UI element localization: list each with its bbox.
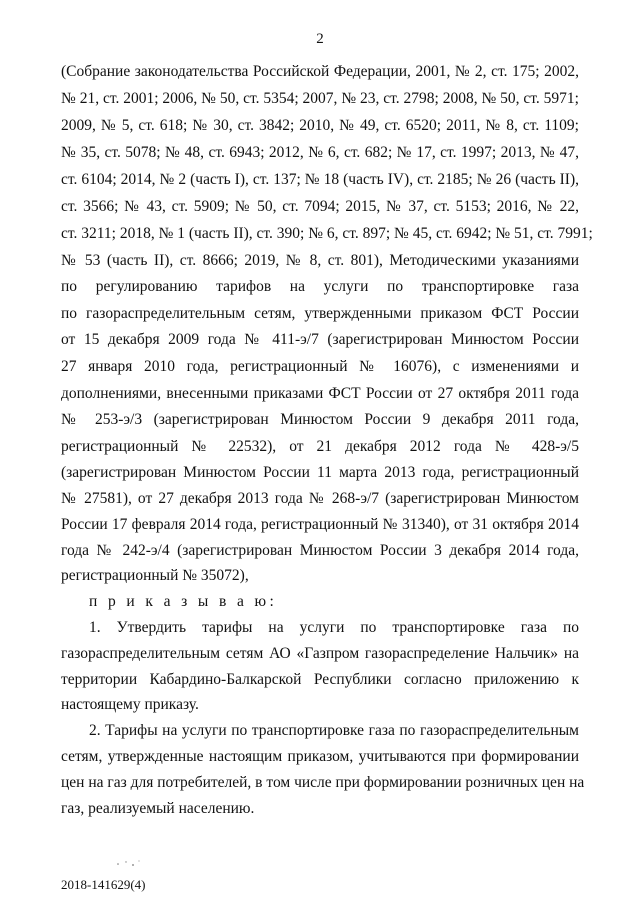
text-line: 2009, № 5, ст. 618; № 30, ст. 3842; 2010, № 49, ст. 6520; 2011, № 8, ст. 1109; bbox=[61, 117, 579, 134]
text-line: регистрационный № 22532), от 21 декабря 2012 года № 428-э/5 bbox=[61, 438, 579, 455]
text-line: (зарегистрирован Минюстом России 11 марта 2013 года, регистрационный bbox=[61, 464, 579, 481]
order-word: п р и к а з ы в а ю: bbox=[89, 593, 278, 610]
scan-specks bbox=[115, 858, 145, 868]
text-line: от 15 декабря 2009 года № 411-э/7 (зарегистрирован Минюстом России bbox=[61, 331, 579, 348]
text-line: по регулированию тарифов на услуги по транспортировке газа bbox=[61, 278, 579, 295]
text-line: № 21, ст. 2001; 2006, № 50, ст. 5354; 2007, № 23, ст. 2798; 2008, № 50, ст. 5971; bbox=[61, 90, 579, 107]
document-code: 2018-141629(4) bbox=[61, 877, 146, 892]
text-line: дополнениями, внесенными приказами ФСТ России от 27 октября 2011 года bbox=[61, 385, 579, 402]
text-line: настоящему приказу. bbox=[61, 696, 199, 713]
text-line: года № 242-э/4 (зарегистрирован Минюстом России 3 декабря 2014 года, bbox=[61, 542, 579, 559]
text-line: № 253-э/3 (зарегистрирован Минюстом России 9 декабря 2011 года, bbox=[61, 411, 579, 428]
text-line: по газораспределительным сетям, утвержденными приказом ФСТ России bbox=[61, 305, 579, 322]
text-line: цен на газ для потребителей, в том числе при формировании розничных цен на bbox=[61, 774, 585, 791]
text-line: (Собрание законодательства Российской Федерации, 2001, № 2, ст. 175; 2002, bbox=[61, 63, 579, 80]
text-line: регистрационный № 35072), bbox=[61, 567, 249, 584]
page-number: 2 bbox=[316, 31, 324, 47]
text-line: территории Кабардино-Балкарской Республики согласно приложению к bbox=[61, 671, 579, 688]
text-line: ст. 6104; 2014, № 2 (часть I), ст. 137; № 18 (часть IV), ст. 2185; № 26 (часть II), bbox=[61, 171, 579, 188]
text-line: России 17 февраля 2014 года, регистрационный № 31340), от 31 октября 2014 bbox=[61, 516, 579, 533]
text-line: газораспределительным сетям АО «Газпром газораспределение Нальчик» на bbox=[61, 645, 579, 662]
text-line: газ, реализуемый населению. bbox=[61, 800, 255, 817]
text-line: ст. 3566; № 43, ст. 5909; № 50, ст. 7094; 2015, № 37, ст. 5153; 2016, № 22, bbox=[61, 198, 579, 215]
text-line: 27 января 2010 года, регистрационный № 16076), с изменениями и bbox=[61, 358, 579, 375]
text-line: сетям, утвержденные настоящим приказом, учитываются при формировании bbox=[61, 748, 579, 765]
paragraph-2-first-line: 2. Тарифы на услуги по транспортировке газа по газораспределительным bbox=[89, 722, 579, 739]
text-line: ст. 3211; 2018, № 1 (часть II), ст. 390; № 6, ст. 897; № 45, ст. 6942; № 51, ст. 7991; bbox=[61, 225, 593, 242]
text-line: № 35, ст. 5078; № 48, ст. 6943; 2012, № 6, ст. 682; № 17, ст. 1997; 2013, № 47, bbox=[61, 144, 579, 161]
text-line: № 27581), от 27 декабря 2013 года № 268-э/7 (зарегистрирован Минюстом bbox=[61, 490, 579, 507]
text-line: № 53 (часть II), ст. 8666; 2019, № 8, ст. 801), Методическими указаниями bbox=[61, 252, 579, 269]
paragraph-1-first-line: 1. Утвердить тарифы на услуги по транспортировке газа по bbox=[89, 619, 579, 636]
